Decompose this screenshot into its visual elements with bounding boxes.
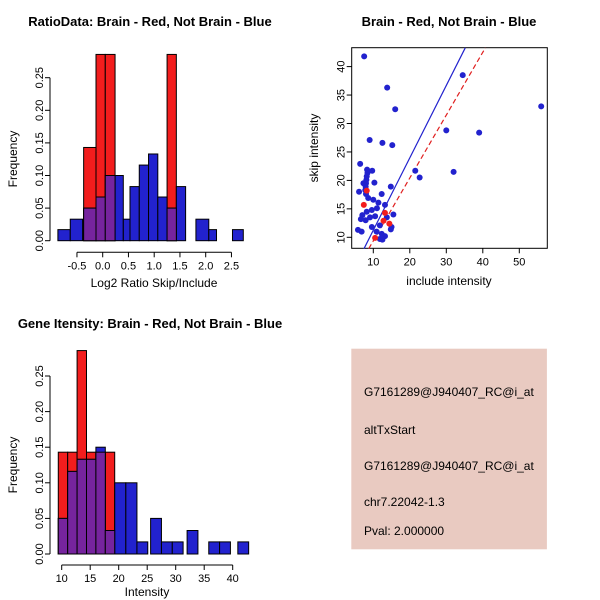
- scatter-point: [372, 213, 378, 219]
- hist-bar: [167, 208, 176, 241]
- scatter-point: [364, 188, 370, 194]
- y-tick-label: 40: [335, 60, 348, 73]
- pval-line: Pval: 2.000000: [364, 524, 445, 538]
- hist-bar: [209, 542, 220, 554]
- hist-bar: [149, 154, 158, 241]
- scatter-point: [388, 226, 394, 232]
- x-tick-label: 1.0: [146, 260, 162, 273]
- probe-id-line: G7161289@J940407_RC@i_at: [364, 385, 534, 399]
- scatter-point: [375, 200, 381, 206]
- scatter-point: [460, 72, 466, 78]
- ratio-histogram: [34, 54, 243, 272]
- hist-bar: [158, 197, 167, 241]
- hist-bar: [115, 483, 126, 554]
- x-tick-label: 30: [169, 573, 182, 585]
- y-tick-label: 0.00: [34, 229, 46, 252]
- fit-line-not-brain-fit: [364, 48, 465, 249]
- x-tick-label: 40: [226, 573, 239, 585]
- scatter-point: [360, 180, 366, 186]
- x-tick-label: 0.0: [95, 260, 111, 273]
- y-tick-label: 25: [335, 145, 348, 159]
- y-tick-label: 0.20: [34, 99, 46, 122]
- scatter-point: [369, 168, 375, 174]
- scatter-point: [365, 195, 371, 201]
- hist-bar: [68, 471, 77, 554]
- ratio-hist-xlabel: Log2 Ratio Skip/Include: [90, 276, 218, 290]
- scatter-point: [363, 217, 369, 223]
- y-tick-label: 0.25: [34, 66, 46, 89]
- y-tick-label: 20: [335, 174, 348, 187]
- x-tick-label: 20: [403, 256, 416, 269]
- gene-intensity-histogram: [34, 351, 249, 585]
- scatter-point: [361, 202, 367, 208]
- scatter-point: [382, 202, 388, 208]
- gene-hist-ylabel: Frequency: [6, 436, 20, 494]
- hist-bar: [58, 230, 70, 241]
- scatter-point: [374, 205, 380, 211]
- x-tick-label: 50: [513, 256, 526, 269]
- hist-bar: [105, 531, 114, 554]
- scatter-point: [384, 85, 390, 91]
- x-tick-label: 2.5: [223, 260, 240, 273]
- hist-bar: [130, 187, 139, 241]
- scatter-point: [361, 53, 367, 59]
- hist-bar: [96, 197, 105, 241]
- scatter-point: [476, 130, 482, 136]
- y-tick-label: 0.20: [34, 400, 46, 423]
- y-tick-label: 0.10: [34, 164, 46, 187]
- scatter-point: [443, 127, 449, 133]
- intensity-scatter: [336, 48, 548, 269]
- hist-bar: [115, 176, 123, 241]
- scatter-point: [389, 142, 395, 148]
- y-tick-label: 0.05: [34, 197, 46, 219]
- info-panel: [351, 349, 547, 550]
- hist-bar: [123, 219, 130, 241]
- hist-bar: [220, 542, 231, 554]
- hist-bar: [86, 459, 95, 554]
- info-panel-background: [351, 349, 547, 550]
- x-tick-label: 0.5: [120, 260, 137, 273]
- hist-bar: [209, 230, 217, 241]
- x-tick-label: 25: [141, 573, 154, 585]
- scatter-point: [386, 221, 392, 227]
- scatter-point: [370, 197, 376, 203]
- scatter-point: [379, 191, 385, 197]
- hist-bar: [151, 518, 162, 554]
- x-tick-label: 10: [367, 256, 380, 269]
- y-tick-label: 0.15: [34, 132, 46, 154]
- scatter-point: [371, 180, 377, 186]
- scatter-point: [390, 212, 396, 218]
- hist-bar: [238, 542, 249, 554]
- scatter-point: [451, 169, 457, 175]
- y-tick-label: 0.00: [34, 543, 46, 565]
- event-type-line: altTxStart: [364, 423, 416, 437]
- hist-bar: [70, 219, 82, 241]
- hist-bar: [137, 542, 148, 554]
- y-tick-label: 30: [335, 117, 348, 130]
- hist-bar: [84, 208, 96, 241]
- scatter-point: [369, 224, 375, 230]
- scatter-point: [367, 137, 373, 143]
- scatter-point: [372, 235, 378, 241]
- x-tick-label: 10: [55, 573, 68, 585]
- scatter-xlabel: include intensity: [406, 274, 492, 288]
- y-tick-label: 15: [335, 202, 348, 215]
- hist-bar: [126, 483, 137, 554]
- scatter-title: Brain - Red, Not Brain - Blue: [361, 14, 537, 29]
- x-tick-label: -0.5: [67, 260, 87, 273]
- hist-bar: [77, 459, 86, 554]
- probe-id-line-2: G7161289@J940407_RC@i_at: [364, 459, 534, 473]
- scatter-point: [379, 140, 385, 146]
- ratio-hist-title: RatioData: Brain - Red, Not Brain - Blue: [28, 14, 272, 29]
- x-tick-label: 20: [112, 573, 125, 585]
- scatter-point: [381, 218, 387, 224]
- scatter-point: [356, 189, 362, 195]
- y-tick-label: 0.25: [34, 365, 46, 387]
- hist-bar: [172, 542, 183, 554]
- gene-hist-title: Gene Itensity: Brain - Red, Not Brain - Blue: [17, 316, 283, 331]
- scatter-point: [417, 175, 423, 181]
- scatter-point: [359, 229, 365, 235]
- gene-hist-xlabel: Intensity: [124, 585, 170, 599]
- scatter-point: [357, 161, 363, 167]
- scatter-point: [382, 210, 388, 216]
- x-tick-label: 40: [476, 256, 489, 269]
- ratio-hist-ylabel: Frequency: [6, 130, 20, 188]
- scatter-point: [538, 103, 544, 109]
- x-tick-label: 35: [198, 573, 211, 585]
- y-tick-label: 35: [335, 88, 348, 102]
- x-tick-label: 30: [440, 256, 453, 269]
- hist-bar: [196, 219, 209, 241]
- hist-bar: [176, 187, 185, 241]
- scatter-point: [369, 207, 375, 213]
- scatter-point: [392, 106, 398, 112]
- scatter-point: [412, 168, 418, 174]
- chromosome-location-line: chr7.22042-1.3: [364, 495, 445, 509]
- y-tick-label: 0.05: [34, 507, 46, 530]
- y-tick-label: 10: [335, 231, 348, 244]
- hist-bar: [187, 531, 198, 554]
- hist-bar: [58, 518, 67, 554]
- hist-bar: [96, 452, 105, 554]
- y-tick-label: 0.15: [34, 436, 46, 458]
- hist-bar: [232, 230, 243, 241]
- scatter-ylabel: skip intensity: [307, 113, 321, 183]
- hist-bar: [105, 176, 115, 241]
- y-tick-label: 0.10: [34, 472, 46, 494]
- hist-bar: [161, 542, 172, 554]
- scatter-point: [388, 184, 394, 190]
- scatter-point: [374, 229, 380, 235]
- hist-bar: [139, 165, 148, 241]
- x-tick-label: 2.0: [198, 260, 214, 273]
- x-tick-label: 1.5: [172, 260, 188, 273]
- x-tick-label: 15: [84, 573, 97, 585]
